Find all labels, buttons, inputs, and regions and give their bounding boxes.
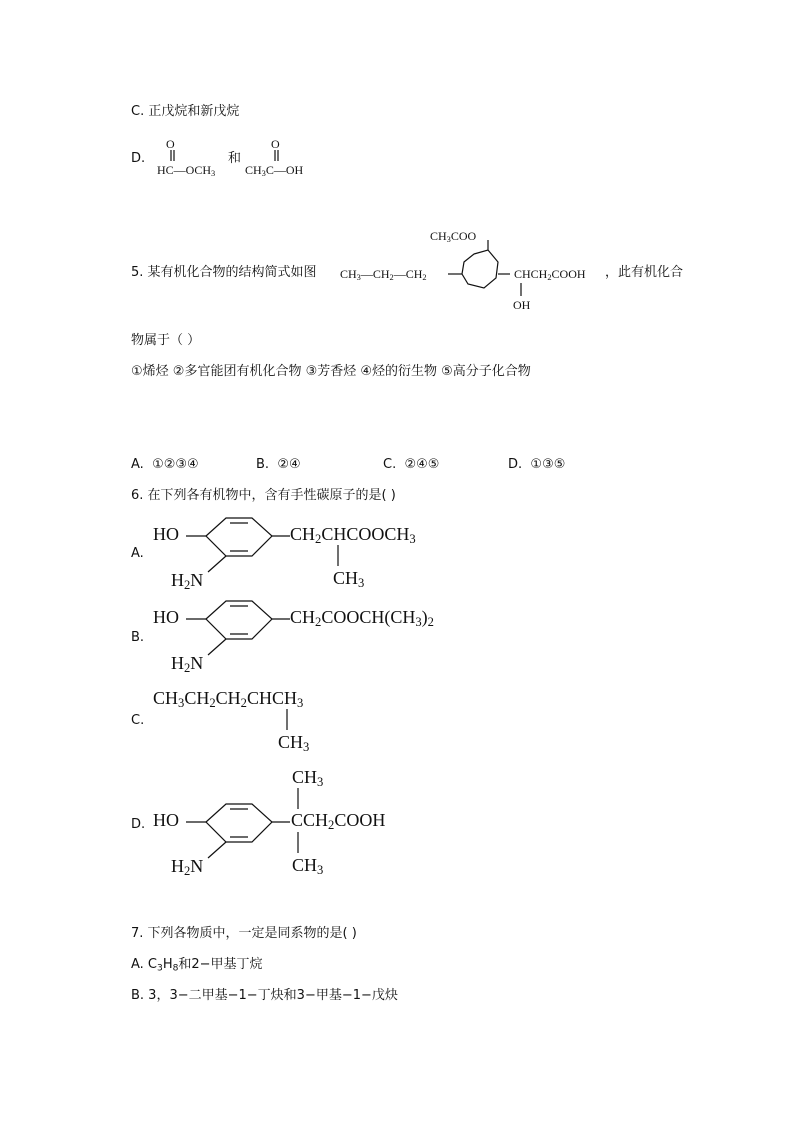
q5-stem-cont: 物属于（ ） bbox=[131, 333, 201, 348]
q5-choices-list: ①烯烃 ②多官能团有机化合物 ③芳香烃 ④烃的衍生物 ⑤高分子化合物 bbox=[131, 364, 531, 379]
q6-stem: 6. 在下列各有机物中，含有手性碳原子的是( ) bbox=[131, 488, 396, 503]
q4-option-d-label: D. bbox=[131, 151, 146, 166]
q7-option-b[interactable]: B. 3，3−二甲基−1−丁炔和3−甲基−1−戊炔 bbox=[131, 988, 398, 1003]
q6-d-label: D. bbox=[131, 817, 146, 832]
q7-option-a[interactable]: A. $C_3H_8$和2−甲基丁烷 bbox=[131, 957, 263, 974]
q7-stem: 7. 下列各物质中，一定是同系物的是( ) bbox=[131, 926, 357, 941]
q5-option-b[interactable]: B. ②④ bbox=[256, 457, 301, 472]
q5-option-d[interactable]: D. ①③⑤ bbox=[508, 457, 566, 472]
q6-c-label: C. bbox=[131, 713, 145, 728]
q4-option-c: C. 正戊烷和新戊烷 bbox=[131, 104, 240, 119]
q4-option-d-and: 和 bbox=[228, 151, 242, 166]
benzene-ring-icon bbox=[186, 597, 296, 659]
q5-option-c[interactable]: C. ②④⑤ bbox=[383, 457, 440, 472]
benzene-ring-icon bbox=[186, 514, 296, 576]
benzene-ring-icon bbox=[448, 240, 518, 304]
q5-stem-after: ，此有机化合 bbox=[605, 265, 684, 280]
q5-stem: 5. 某有机化合物的结构简式如图 bbox=[131, 265, 317, 280]
q6-a-label: A. bbox=[131, 546, 144, 561]
q5-option-a[interactable]: A. ①②③④ bbox=[131, 457, 199, 472]
benzene-ring-icon bbox=[186, 800, 296, 862]
q6-b-label: B. bbox=[131, 630, 145, 645]
